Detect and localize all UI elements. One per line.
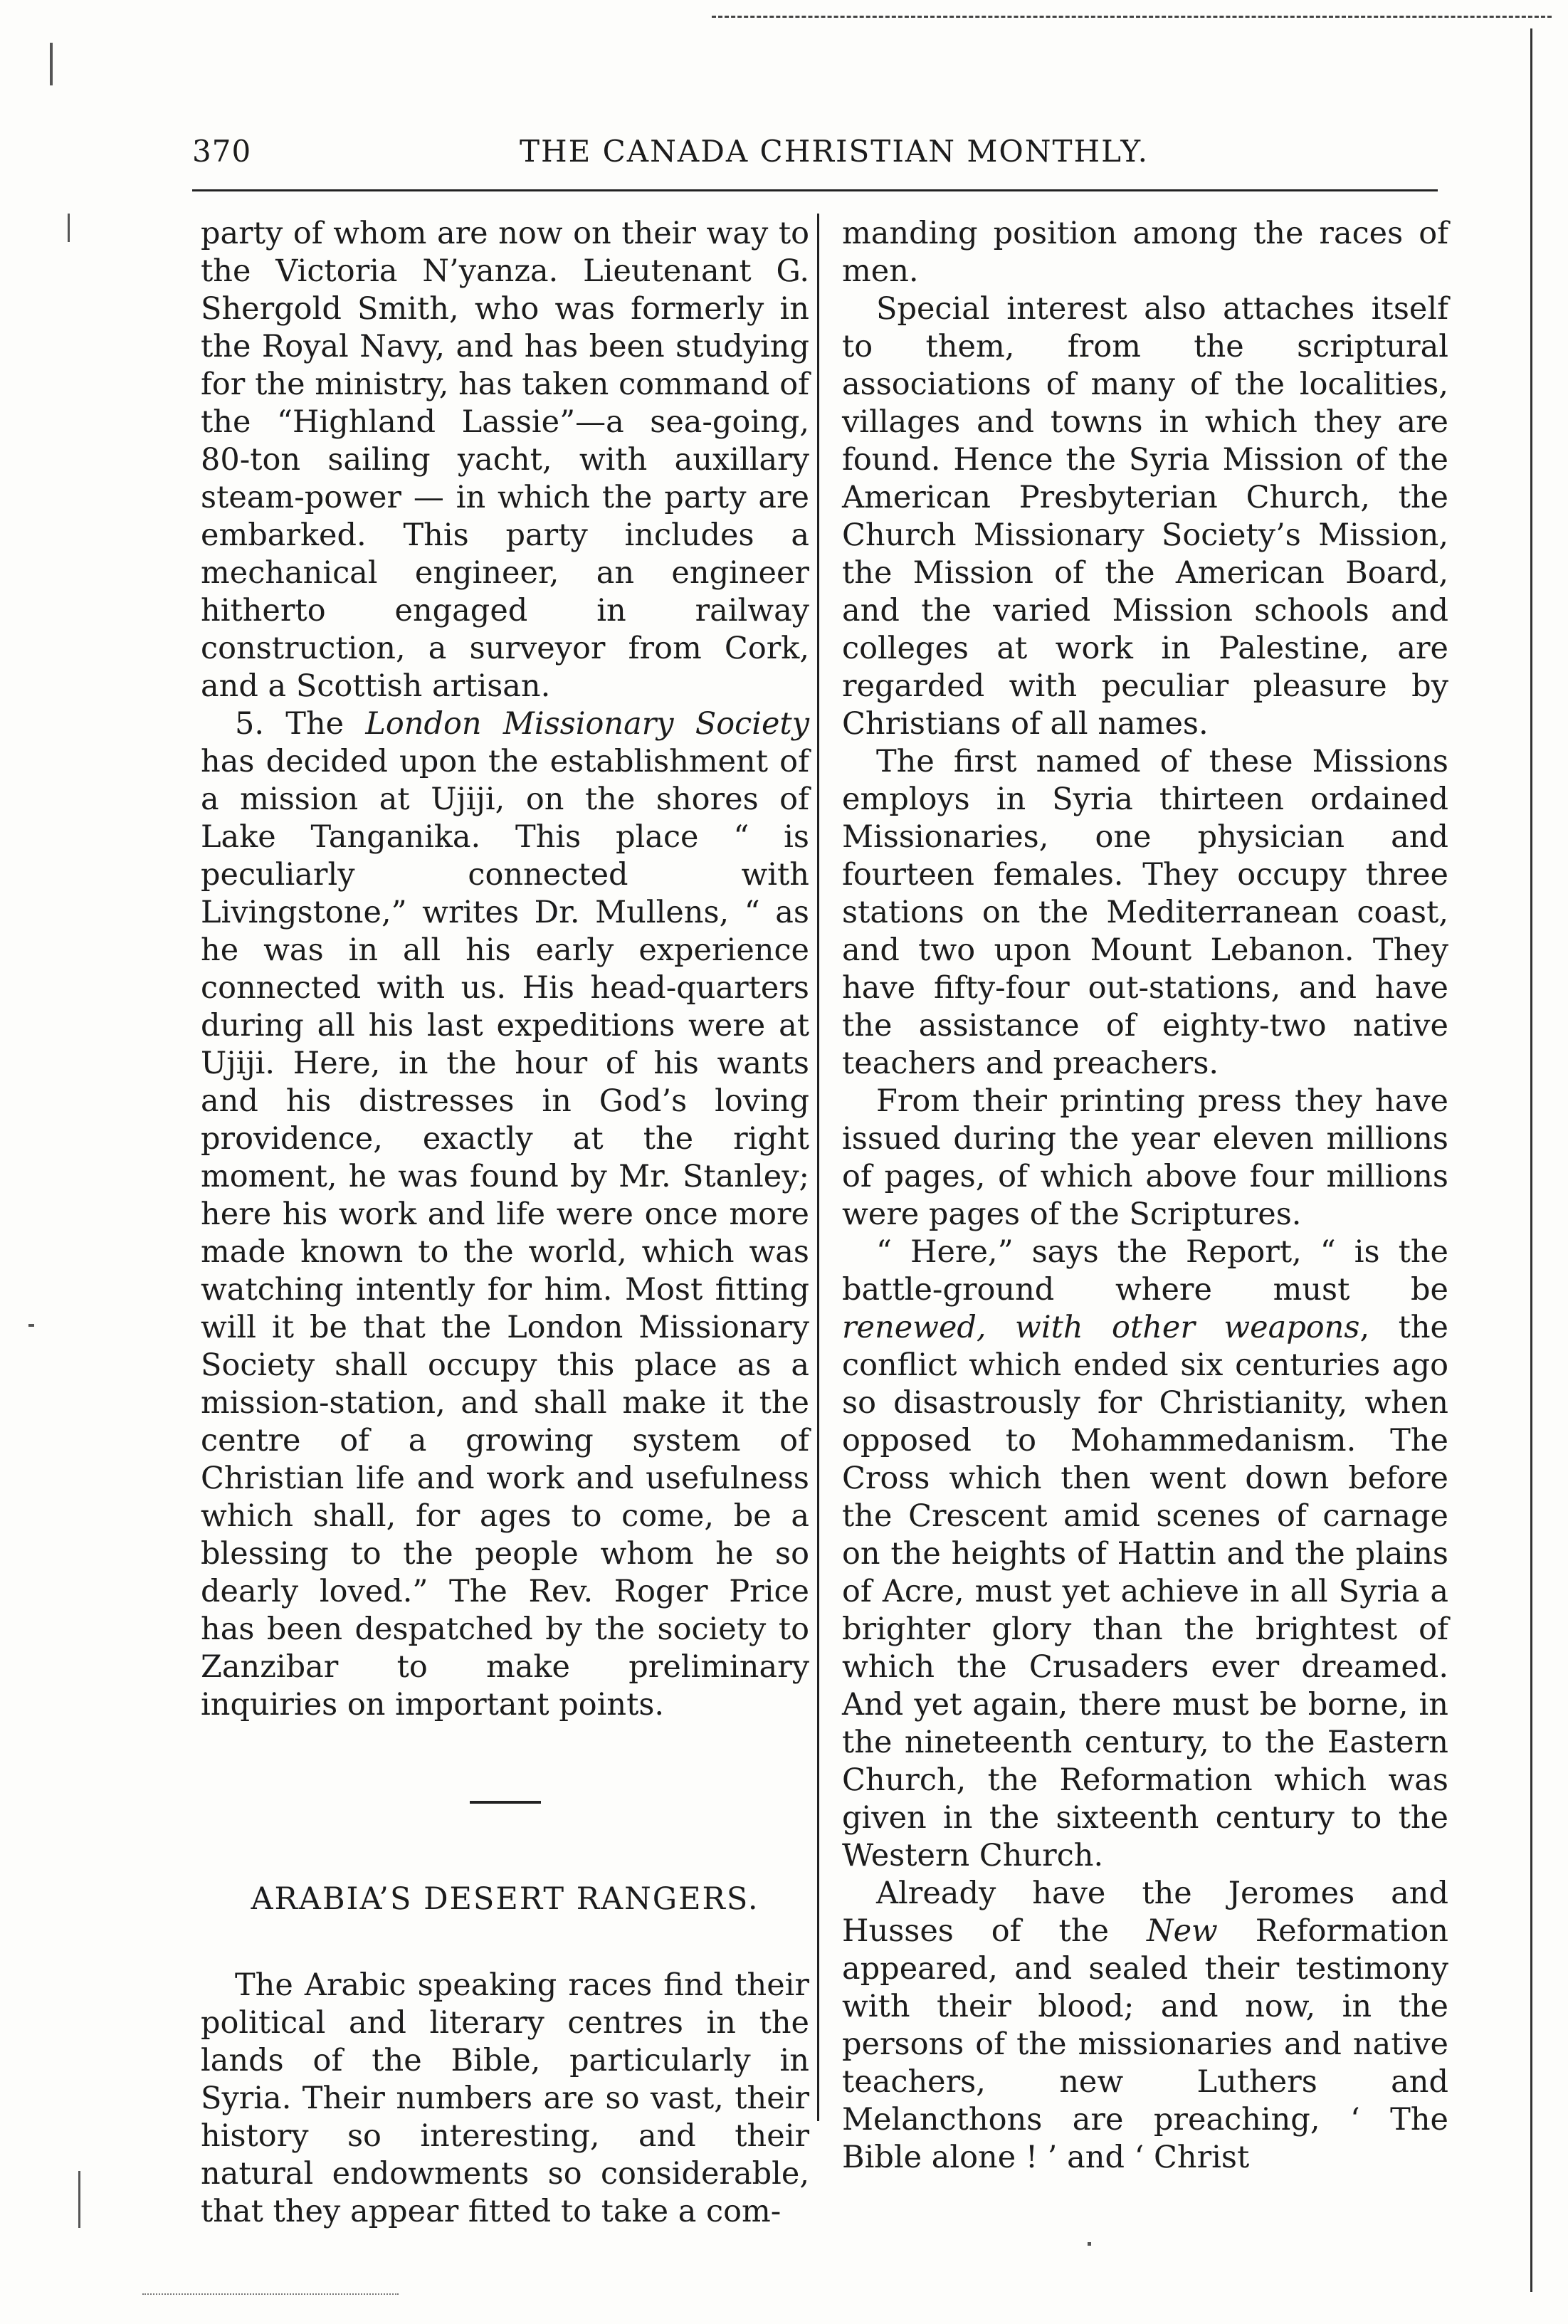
column-divider bbox=[817, 214, 819, 2121]
paragraph: The first named of these Missions employs in Syria thirteen ordained Missionaries, one physician and fourteen females. They occupy three stations on the Mediterranean coast, and two upon Mount Lebanon. They have fifty-four out-stations, and have the assistance of eighty-two native teachers and preachers. bbox=[842, 744, 1448, 1081]
left-column bbox=[201, 215, 809, 2231]
running-header bbox=[192, 134, 1431, 177]
paragraph-text: Reformation appeared, and sealed their testimony with their blood; and now, in the persons of the missionaries and native teachers, new Luthers and Melancthons are preaching, ‘ The Bible alone ! ’ and ‘ Christ bbox=[842, 1913, 1448, 2175]
paragraph: The Arabic speaking races find their political and literary centres in the lands of the Bible, particularly in Syria. Their numbers are so vast, their history so interesting, and their natural endowments so considerable, that they appear fitted to take a com- bbox=[201, 1967, 809, 2229]
paragraph: Special interest also attaches itself to them, from the scriptural associations of many of the localities, villages and towns in which they are found. Hence the Syria Mission of the American Presbyterian Church, the Church Missionary Society’s Mission, the Mission of the American Board, and the varied Mission schools and colleges at work in Palestine, are regarded with peculiar pleasure by Christians of all names. bbox=[842, 291, 1448, 742]
running-head-title: THE CANADA CHRISTIAN MONTHLY. bbox=[520, 134, 1149, 169]
page-number: 370 bbox=[192, 134, 252, 169]
emphasis-text: New bbox=[1146, 1913, 1218, 1949]
bottom-edge-marks bbox=[142, 2293, 399, 2295]
society-name: London Missionary Society bbox=[365, 706, 810, 742]
paragraph: party of whom are now on their way to the Victoria N’yanza. Lieutenant G. Shergold Smith, who was formerly in the Royal Navy, and has been studying for the ministry, has taken command of the “Highland Lassie”—a sea-going, 80-ton sailing yacht, with auxillary steam-power — in which the party are embarked. This party includes a mechanical engineer, an engineer hitherto engaged in railway construction, a surveyor from Cork, and a Scottish artisan. bbox=[201, 216, 809, 704]
paragraph bbox=[842, 1234, 1448, 1875]
paragraph: From their printing press they have issued during the year eleven millions of pages, of which above four millions were pages of the Scriptures. bbox=[842, 1083, 1448, 1232]
scan-speck bbox=[28, 1324, 34, 1327]
paragraph-text: has decided upon the establishment of a mission at Ujiji, on the shores of Lake Tanganika. This place “ is peculiarly connected with Livingstone,” writes Dr. Mullens, “ as he was in all his early experience connected with us. His head-quarters during all his last expeditions were at Ujiji. Here, in the hour of his wants and his distresses in God’s loving providence, exactly at the right moment, he was found by Mr. Stanley; here his work and life were once more made known to the world, which was watching intently for him. Most fitting will it be that the London Missionary Society shall occupy this place as a mission-station, and shall make it the centre of a growing system of Christian life and work and usefulness which shall, for ages to come, be a blessing to the people whom he so dearly loved.” The Rev. Roger Price has been despatched by the society to Zanzibar to make preliminary inquiries on important points. bbox=[201, 744, 809, 1723]
paragraph: manding position among the races of men. bbox=[842, 216, 1448, 289]
emphasis-text: renewed, with other weapons bbox=[842, 1310, 1360, 1345]
paragraph-text: Already have the Jeromes and Husses of the bbox=[842, 1876, 1448, 1949]
paragraph-text: , the conflict which ended six centuries ago so disastrously for Christianity, when opposed to Mohammedanism. The Cross which then went down before the Crescent amid scenes of carnage on the heights of Hattin and the plains of Acre, must yet achieve in all Syria a brighter glory than the brightest of which the Crusaders ever dreamed. And yet again, there must be borne, in the nineteenth century, to the Eastern Church, the Reformation which was given in the sixteenth century to the Western Church. bbox=[842, 1310, 1448, 1873]
right-column bbox=[842, 215, 1448, 2177]
paragraph bbox=[842, 1875, 1448, 2177]
page-edge-line bbox=[1530, 28, 1532, 2292]
scan-speck bbox=[68, 214, 70, 242]
scan-speck bbox=[50, 43, 53, 85]
top-edge-rule bbox=[712, 16, 1552, 18]
paragraph-text: “ Here,” says the Report, “ is the battle-ground where must be bbox=[842, 1234, 1448, 1308]
paragraph bbox=[201, 705, 809, 1724]
paragraph-text: 5. The bbox=[235, 706, 366, 742]
section-title: ARABIA’S DESERT RANGERS. bbox=[251, 1881, 759, 1917]
header-rule bbox=[192, 189, 1438, 191]
scan-speck bbox=[78, 2171, 80, 2228]
section-separator bbox=[470, 1801, 541, 1804]
scan-speck bbox=[1088, 2242, 1091, 2246]
